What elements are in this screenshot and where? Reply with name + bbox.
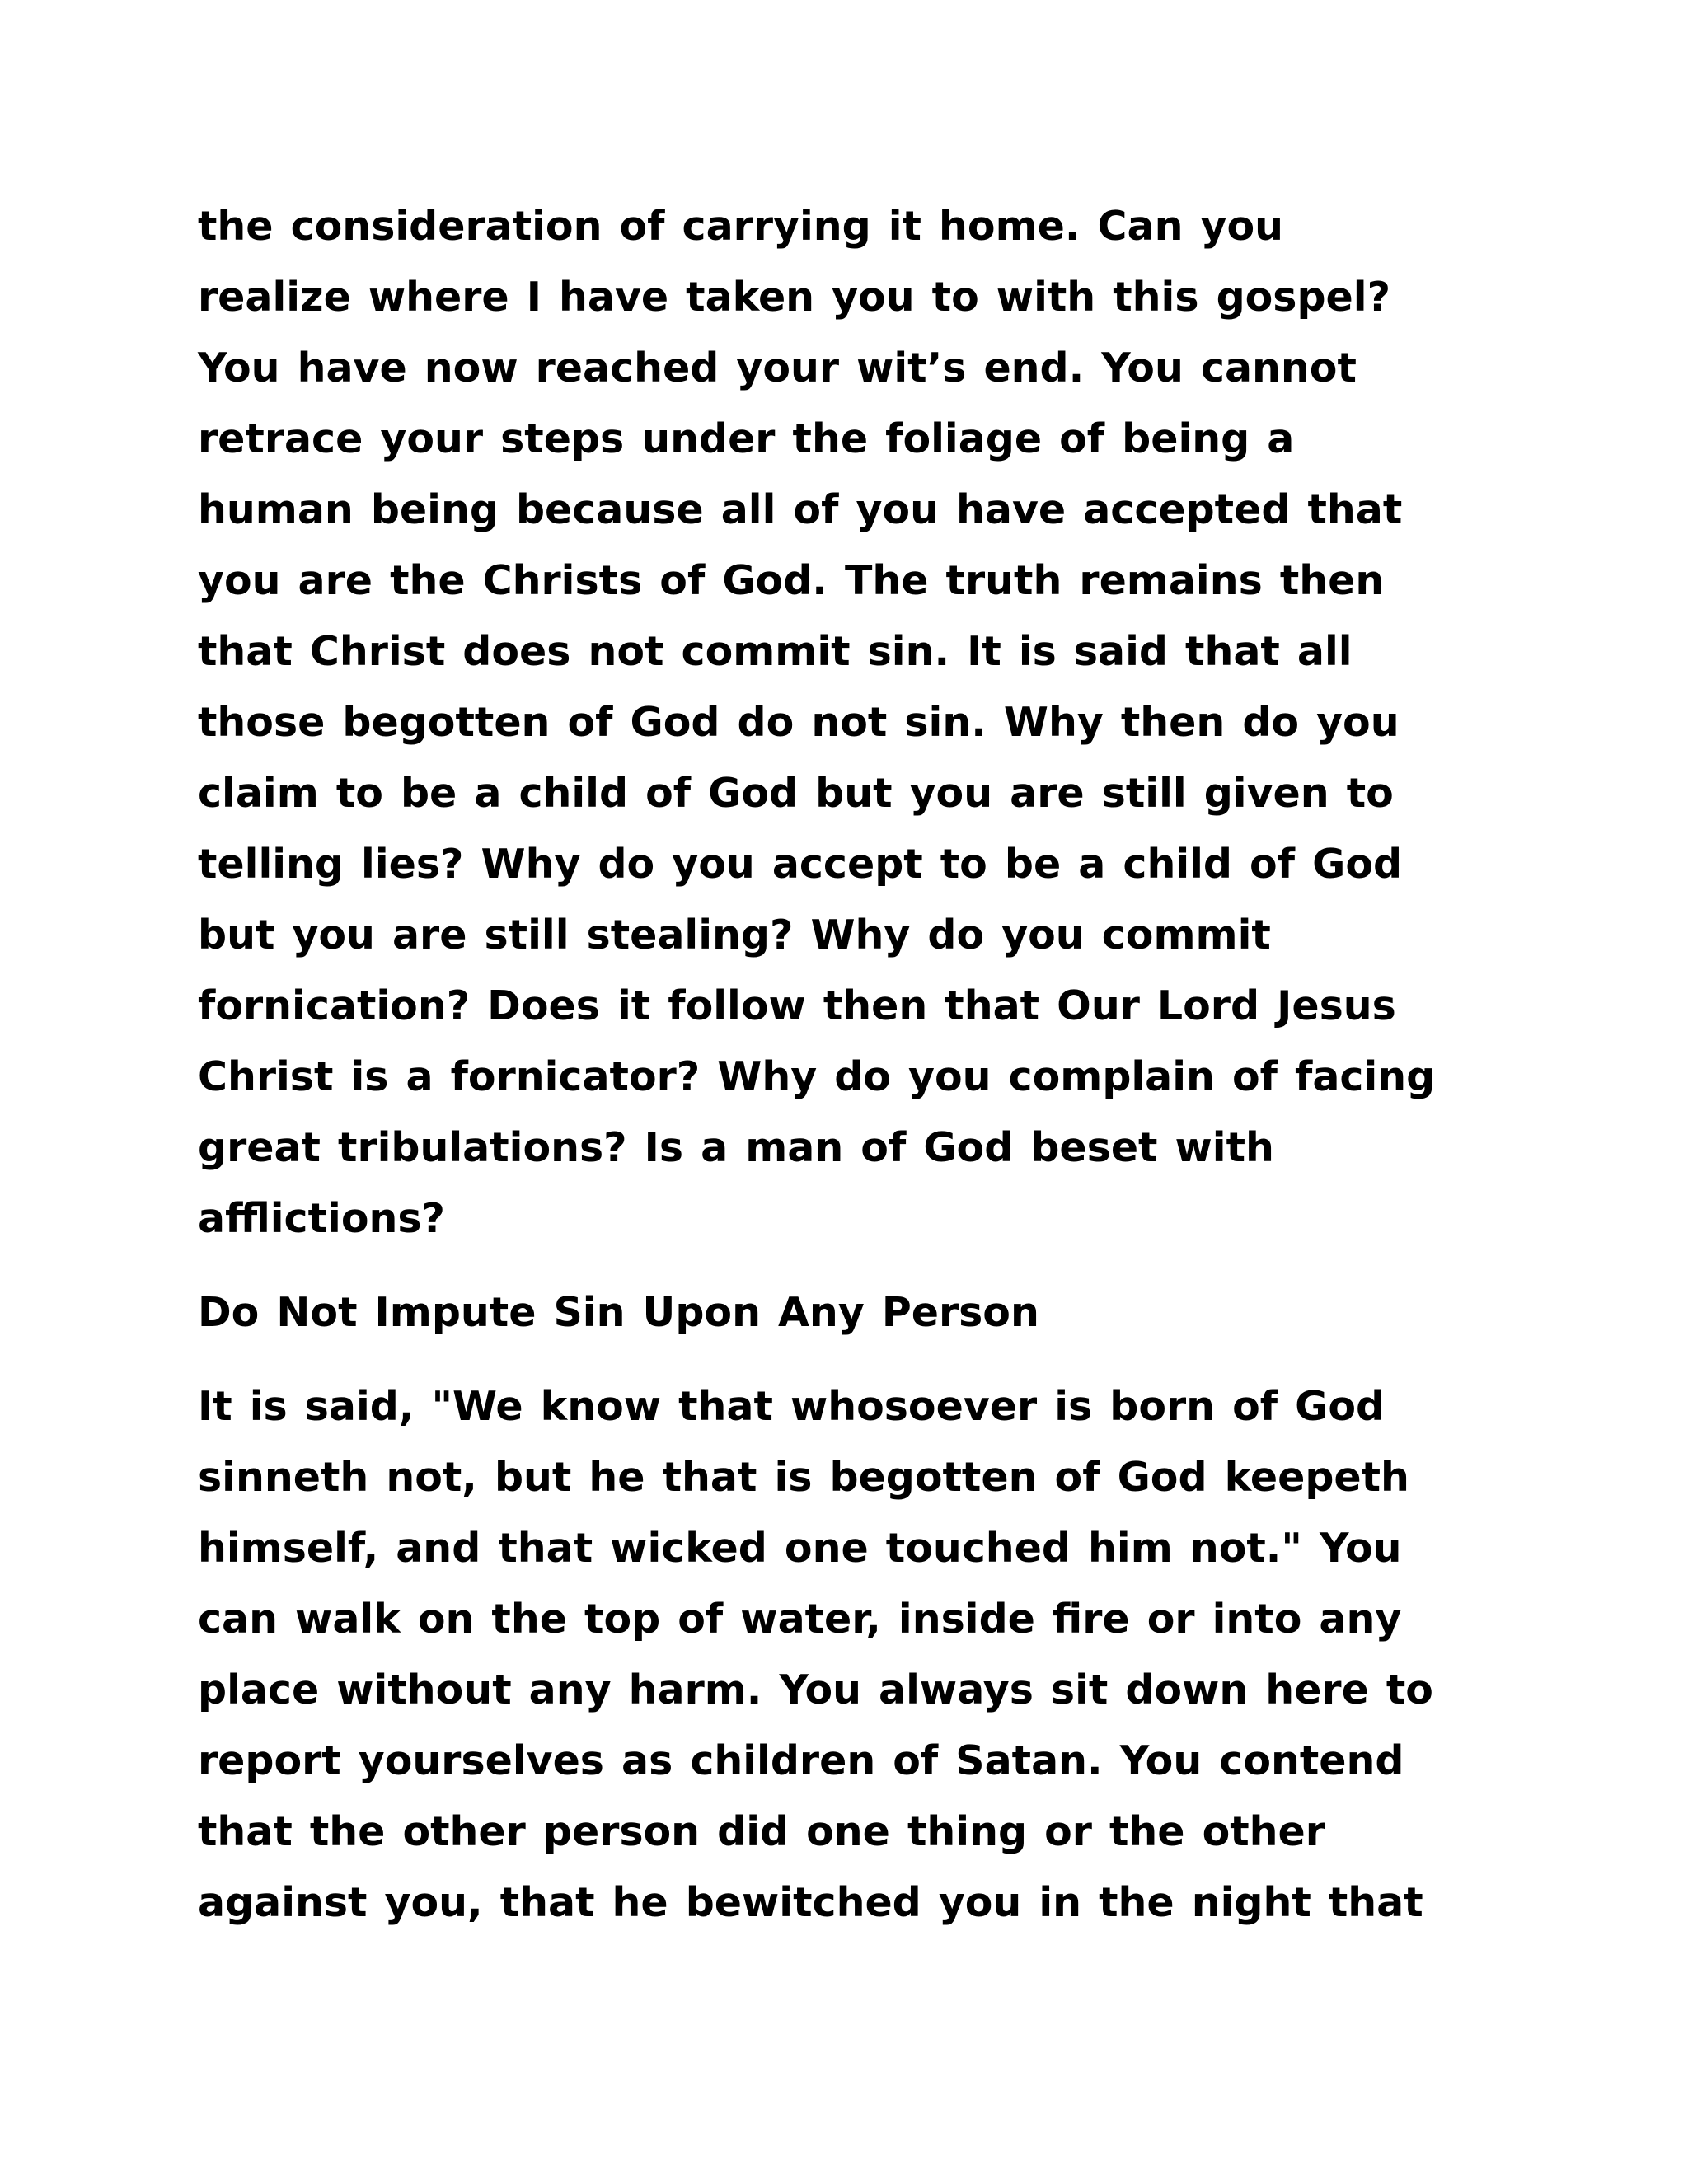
text-line: claim to be a child of God but you are still given to xyxy=(198,770,1394,817)
text-line: fornication? Does it follow then that Our Lord Jesus xyxy=(198,982,1396,1029)
text-line: telling lies? Why do you accept to be a child of God xyxy=(198,841,1403,888)
text-line: human being because all of you have accepted that xyxy=(198,486,1403,533)
text-line: that the other person did one thing or the other xyxy=(198,1808,1325,1855)
text-line: retrace your steps under the foliage of being a xyxy=(198,415,1295,462)
text-line: you are the Christs of God. The truth remains then xyxy=(198,557,1385,604)
text-line: sinneth not, but he that is begotten of God keepeth xyxy=(198,1454,1409,1501)
text-line: afflictions? xyxy=(198,1195,445,1242)
text-line: It is said, "We know that whosoever is born of God xyxy=(198,1383,1386,1430)
text-line: can walk on the top of water, inside fire or into any xyxy=(198,1596,1402,1643)
text-line: that Christ does not commit sin. It is said that all xyxy=(198,628,1353,675)
text-line: but you are still stealing? Why do you commit xyxy=(198,912,1271,958)
text-line: report yourselves as children of Satan. You contend xyxy=(198,1737,1404,1784)
document-page xyxy=(198,191,1500,1938)
section-heading: Do Not Impute Sin Upon Any Person xyxy=(198,1289,1039,1336)
text-line: You have now reached your wit’s end. You cannot xyxy=(198,344,1357,391)
text-line: realize where I have taken you to with this gospel? xyxy=(198,274,1390,321)
paragraph-second xyxy=(198,1371,1500,1938)
text-line: great tribulations? Is a man of God beset with xyxy=(198,1124,1274,1171)
text-line: himself, and that wicked one touched him not." You xyxy=(198,1525,1402,1572)
text-line: place without any harm. You always sit down here to xyxy=(198,1666,1433,1713)
text-line: the consideration of carrying it home. Can you xyxy=(198,203,1284,250)
text-line: Christ is a fornicator? Why do you complain of facing xyxy=(198,1053,1436,1100)
text-line: those begotten of God do not sin. Why then do you xyxy=(198,699,1400,746)
text-line: against you, that he bewitched you in the night that xyxy=(198,1879,1423,1926)
paragraph-first xyxy=(198,191,1500,1254)
